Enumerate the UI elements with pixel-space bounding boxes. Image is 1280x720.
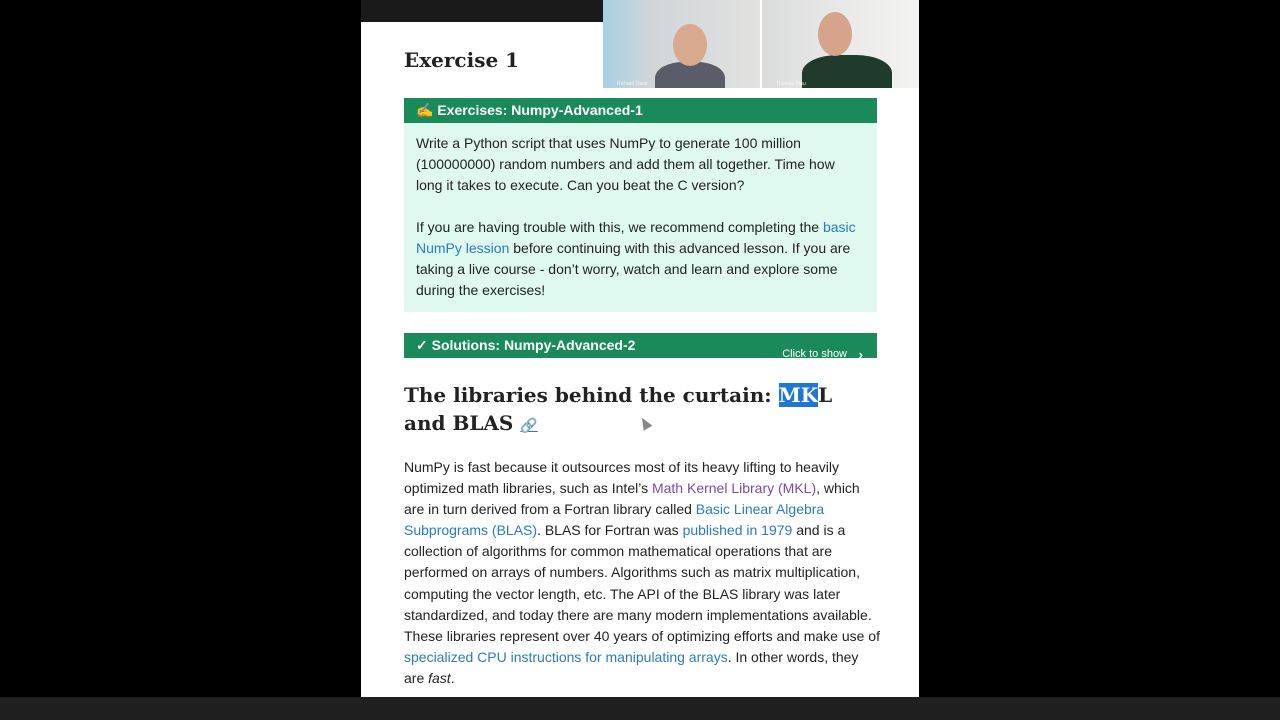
exercise-help-text: If you are having trouble with this, we recommend completing the basic NumPy lession before continuing with this advanced lesson. If you are taking a live course - don’t worry, watch and learn and explore some during the exercises! [416,219,856,298]
chevron-right-icon[interactable]: › [858,347,863,362]
section-heading: The libraries behind the curtain: MKL and BLAS 🔗 [404,383,833,435]
exercises-admonition-header: ✍ Exercises: Numpy-Advanced-1 [404,98,877,123]
participant-name: Richard Darst [617,81,648,87]
solutions-header-label: ✓ Solutions: Numpy-Advanced-2 [416,337,636,353]
person-head [673,24,707,66]
click-to-show-label[interactable]: Click to show [782,348,847,360]
participant-name: Thomas Pfau [776,81,806,87]
exercises-admonition-body [404,123,877,312]
top-bar [361,0,603,22]
selected-text: MK [778,383,819,407]
cpu-instructions-link[interactable]: specialized CPU instructions for manipulating arrays [404,648,728,665]
document-page [361,0,919,697]
published-1979-link[interactable]: published in 1979 [682,522,793,539]
blas-link[interactable]: Basic Linear Algebra Subprograms (BLAS) [404,501,825,539]
body-paragraph: NumPy is fast because it outsources most of its heavy lifting to heavily optimized math libraries, such as Intel’s Math Kernel Library (MKL), which are in turn derived from a Fortran library called Basic Linear Algebra Subprograms (BLAS). BLAS for Fortran was published in 1979 and is a collection of algorithms for common mathematical operations that are performed on arrays of numbers. Algorithms such as matrix multiplication, computing the vector length, etc. The API of the BLAS library was later standardized, and today there are many modern implementations available. These libraries represent over 40 years of optimizing efforts and make use of specialized CPU instructions for manipulating arrays. In other words, they are fast. [404,459,880,686]
exercise-heading: Exercise 1 [404,48,520,72]
exercise-text: Write a Python script that uses NumPy to generate 100 million (100000000) random numbers and add them all together. Time how long it takes to execute. Can you beat the C version? [416,135,835,193]
person-head [818,12,852,56]
video-tile-left [603,0,760,88]
bottom-bar [0,697,1280,720]
person-silhouette [802,55,892,88]
mkl-link[interactable]: Math Kernel Library (MKL) [651,480,817,497]
link-icon[interactable]: 🔗 [520,418,538,434]
solutions-toggle[interactable] [404,333,877,362]
basic-numpy-lesson-link[interactable]: basic NumPy lession [416,219,856,256]
video-tile-right [762,0,919,88]
